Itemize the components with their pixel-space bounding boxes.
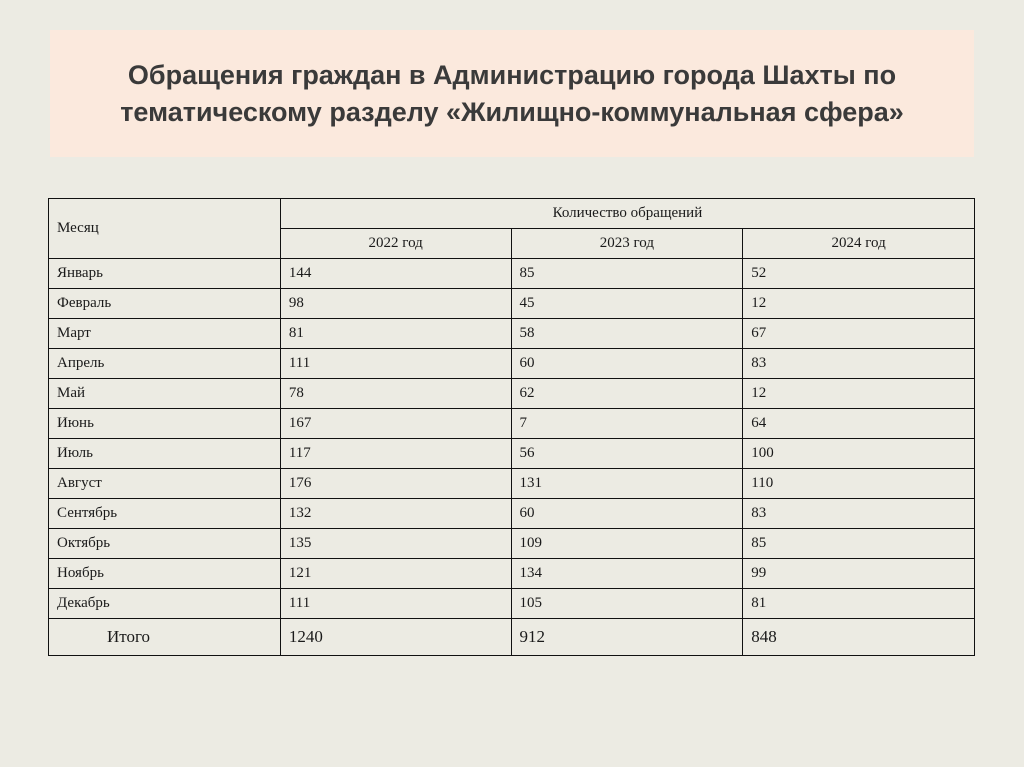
value-cell-2023: 45 [511, 289, 743, 319]
table-row [49, 439, 975, 469]
appeals-table [48, 198, 975, 656]
month-cell: Март [49, 319, 281, 349]
value-cell-2023: 58 [511, 319, 743, 349]
table-row [49, 349, 975, 379]
value-cell-2022: 98 [280, 289, 511, 319]
value-cell-2022: 111 [280, 589, 511, 619]
page-title-line-2: тематическому разделу «Жилищно-коммунальная сфера» [120, 96, 904, 127]
total-value-cell: 912 [511, 619, 743, 656]
month-cell: Январь [49, 259, 281, 289]
value-cell-2023: 7 [511, 409, 743, 439]
value-cell-2024: 12 [743, 379, 975, 409]
table-row [49, 559, 975, 589]
table-row [49, 589, 975, 619]
value-cell-2024: 83 [743, 499, 975, 529]
month-cell: Февраль [49, 289, 281, 319]
value-cell-2023: 60 [511, 349, 743, 379]
value-cell-2022: 117 [280, 439, 511, 469]
year-header-2023: 2023 год [511, 229, 743, 259]
year-header-2022: 2022 год [280, 229, 511, 259]
month-cell: Июль [49, 439, 281, 469]
value-cell-2024: 100 [743, 439, 975, 469]
table-row [49, 529, 975, 559]
month-cell: Декабрь [49, 589, 281, 619]
value-cell-2023: 134 [511, 559, 743, 589]
page-title-line-1: Обращения граждан в Администрацию города Шахты по [127, 59, 897, 90]
value-cell-2023: 105 [511, 589, 743, 619]
year-header-2024: 2024 год [743, 229, 975, 259]
value-cell-2023: 62 [511, 379, 743, 409]
table-header-row [49, 199, 975, 229]
month-cell: Июнь [49, 409, 281, 439]
table-row [49, 379, 975, 409]
table-row [49, 319, 975, 349]
table-row [49, 289, 975, 319]
value-cell-2023: 85 [511, 259, 743, 289]
month-cell: Октябрь [49, 529, 281, 559]
value-cell-2024: 110 [743, 469, 975, 499]
month-cell: Сентябрь [49, 499, 281, 529]
value-cell-2022: 167 [280, 409, 511, 439]
value-cell-2023: 60 [511, 499, 743, 529]
total-row [49, 619, 975, 656]
month-cell: Май [49, 379, 281, 409]
value-cell-2023: 109 [511, 529, 743, 559]
value-cell-2024: 81 [743, 589, 975, 619]
table-row [49, 469, 975, 499]
title-banner [50, 30, 974, 157]
value-cell-2022: 81 [280, 319, 511, 349]
value-cell-2024: 85 [743, 529, 975, 559]
value-cell-2022: 176 [280, 469, 511, 499]
value-cell-2022: 132 [280, 499, 511, 529]
value-cell-2024: 67 [743, 319, 975, 349]
table-row [49, 409, 975, 439]
value-cell-2024: 99 [743, 559, 975, 589]
value-cell-2024: 64 [743, 409, 975, 439]
table-row [49, 499, 975, 529]
value-cell-2023: 56 [511, 439, 743, 469]
total-label: Итого [49, 619, 281, 656]
total-value-cell: 848 [743, 619, 975, 656]
month-cell: Ноябрь [49, 559, 281, 589]
value-cell-2024: 12 [743, 289, 975, 319]
month-cell: Август [49, 469, 281, 499]
count-group-header: Количество обращений [280, 199, 974, 229]
month-column-header: Месяц [49, 199, 281, 259]
value-cell-2024: 83 [743, 349, 975, 379]
value-cell-2023: 131 [511, 469, 743, 499]
value-cell-2022: 135 [280, 529, 511, 559]
value-cell-2022: 111 [280, 349, 511, 379]
month-cell: Апрель [49, 349, 281, 379]
table-row [49, 259, 975, 289]
total-value-cell: 1240 [280, 619, 511, 656]
value-cell-2022: 144 [280, 259, 511, 289]
value-cell-2022: 78 [280, 379, 511, 409]
value-cell-2022: 121 [280, 559, 511, 589]
value-cell-2024: 52 [743, 259, 975, 289]
